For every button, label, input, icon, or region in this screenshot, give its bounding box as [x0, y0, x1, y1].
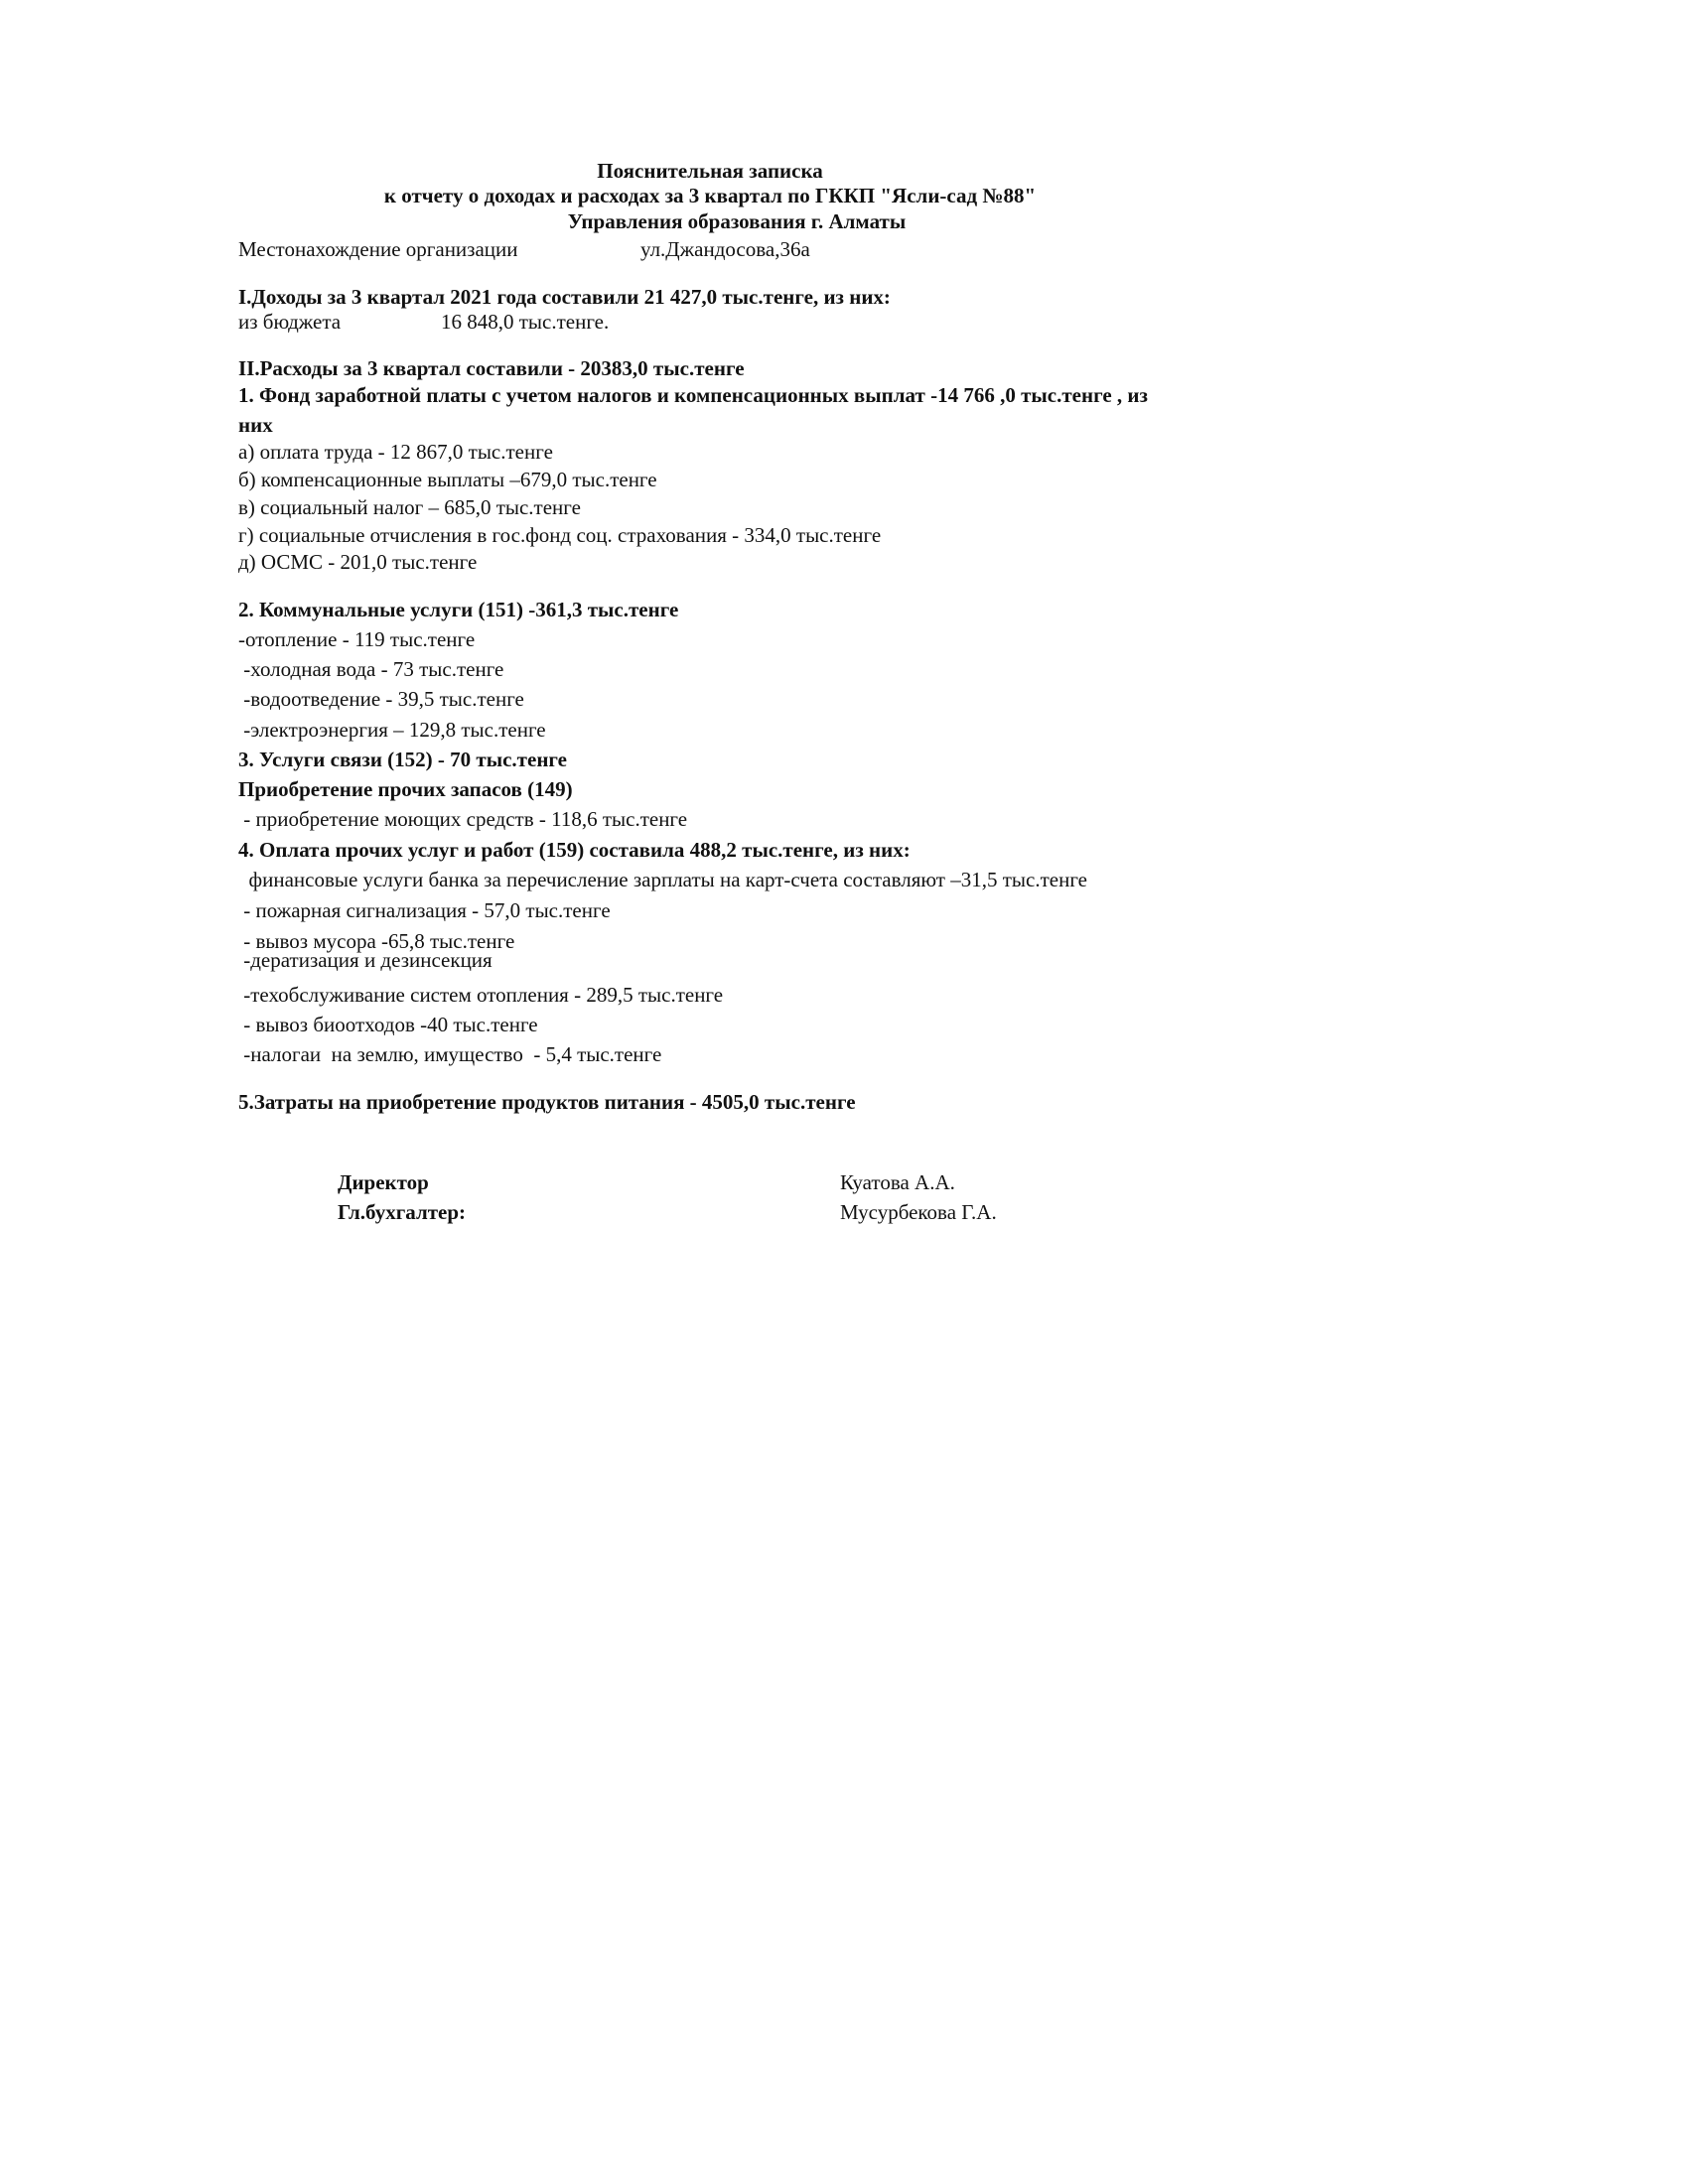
department-name: Управления образования г. Алматы: [567, 209, 907, 233]
salary-item: б) компенсационные выплаты –679,0 тыс.тенге: [238, 468, 657, 491]
communication-heading: 3. Услуги связи (152) - 70 тыс.тенге: [238, 748, 567, 771]
salary-item: д) ОСМС - 201,0 тыс.тенге: [238, 550, 478, 574]
income-budget-value: 16 848,0 тыс.тенге.: [441, 310, 610, 334]
document-title: Пояснительная записка: [597, 159, 823, 183]
salary-heading-continued: них: [238, 413, 273, 437]
salary-heading: 1. Фонд заработной платы с учетом налогов и компенсационных выплат -14 766 ,0 тыс.тенге , из: [238, 383, 1148, 407]
salary-item: а) оплата труда - 12 867,0 тыс.тенге: [238, 440, 553, 464]
income-budget-row: [238, 309, 610, 335]
services-item: -дератизация и дезинсекция: [238, 948, 492, 972]
expenses-heading: II.Расходы за 3 квартал составили - 20383,0 тыс.тенге: [238, 356, 745, 380]
utilities-item: -холодная вода - 73 тыс.тенге: [238, 657, 504, 681]
supplies-item: - приобретение моющих средств - 118,6 тыс.тенге: [238, 807, 688, 831]
signature-name-director: Куатова А.А.: [840, 1170, 955, 1194]
services-heading: 4. Оплата прочих услуг и работ (159) составила 488,2 тыс.тенге, из них:: [238, 838, 911, 862]
utilities-item: -водоотведение - 39,5 тыс.тенге: [238, 687, 524, 711]
location-label: Местонахождение организации: [238, 237, 518, 261]
supplies-heading: Приобретение прочих запасов (149): [238, 777, 573, 801]
document-subtitle: к отчету о доходах и расходах за 3 квартал по ГККП "Ясли-сад №88": [383, 184, 1037, 207]
salary-item: г) социальные отчисления в гос.фонд соц. страхования - 334,0 тыс.тенге: [238, 523, 882, 547]
utilities-item: -электроэнергия – 129,8 тыс.тенге: [238, 718, 546, 742]
services-item: - вывоз мусора -65,8 тыс.тенге: [238, 929, 515, 953]
services-item: - пожарная сигнализация - 57,0 тыс.тенге: [238, 898, 611, 922]
services-item: финансовые услуги банка за перечисление зарплаты на карт-счета составляют –31,5 тыс.тенге: [238, 868, 1087, 891]
location-row: [238, 236, 810, 262]
location-value: ул.Джандосова,36а: [640, 237, 810, 261]
food-heading: 5.Затраты на приобретение продуктов питания - 4505,0 тыс.тенге: [238, 1090, 856, 1114]
signature-role-accountant: Гл.бухгалтер:: [338, 1200, 467, 1224]
income-budget-label: из бюджета: [238, 310, 342, 334]
income-heading: I.Доходы за 3 квартал 2021 года составили 21 427,0 тыс.тенге, из них:: [238, 285, 891, 309]
services-item: - вывоз биоотходов -40 тыс.тенге: [238, 1013, 538, 1036]
services-item: -техобслуживание систем отопления - 289,5 тыс.тенге: [238, 983, 724, 1007]
utilities-item: -отопление - 119 тыс.тенге: [238, 627, 476, 651]
services-item: -налогаи на землю, имущество - 5,4 тыс.тенге: [238, 1042, 662, 1066]
signature-role-director: Директор: [338, 1170, 429, 1194]
signature-name-accountant: Мусурбекова Г.А.: [840, 1200, 997, 1224]
utilities-heading: 2. Коммунальные услуги (151) -361,3 тыс.тенге: [238, 598, 679, 621]
salary-item: в) социальный налог – 685,0 тыс.тенге: [238, 495, 581, 519]
